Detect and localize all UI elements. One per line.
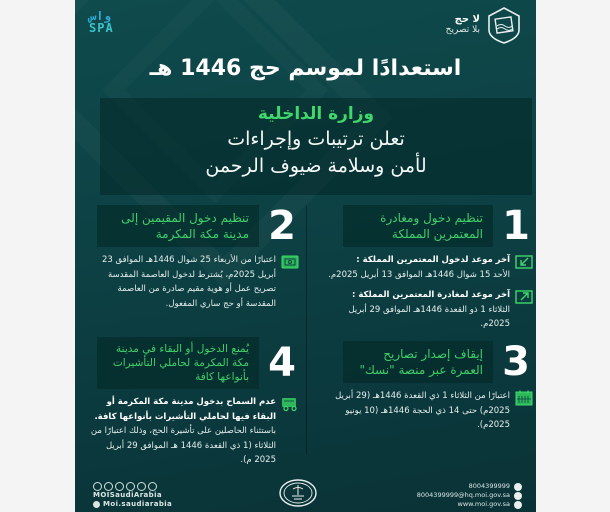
list-item [321, 253, 533, 282]
twitter-icon[interactable] [126, 482, 135, 491]
youtube-icon[interactable] [137, 482, 146, 491]
snapchat-icon[interactable] [93, 482, 102, 491]
instagram-icon[interactable] [115, 482, 124, 491]
item-heading: آخر موعد لدخول المعتمرين المملكة : [356, 255, 510, 265]
telegram-icon[interactable] [148, 482, 157, 491]
campaign-line2: بلا تصريح [445, 25, 480, 35]
section-number: 3 [502, 339, 530, 385]
campaign-logo [446, 6, 522, 44]
list-item [321, 288, 533, 332]
phone-icon [514, 483, 522, 491]
calendar-icon [515, 390, 533, 406]
campaign-line1: لا حج [454, 14, 480, 25]
item-heading: آخر موعد لمغادرة المعتمرين المملكة : [352, 290, 510, 300]
section-title: تنظيم دخول ومغادرة المعتمرين المملكة [343, 205, 493, 247]
website-link[interactable]: www.moi.gov.sa [457, 500, 510, 508]
email-icon [514, 492, 522, 500]
bus-icon [281, 396, 299, 412]
section-number: 1 [502, 203, 530, 249]
snapchat-ghost-icon [93, 501, 100, 508]
section-2 [85, 205, 299, 311]
item-text: اعتبارًا من الثلاثاء 1 ذي القعدة 1446هـ (29 أبريل 2025م) حتى 14 ذي الحجة 1446هـ (10 يونيو 2025م). [335, 391, 510, 430]
column-divider [306, 206, 307, 454]
globe-icon [514, 501, 522, 509]
email-address[interactable]: 8004399999@hq.moi.gov.sa [416, 491, 510, 499]
section-3 [321, 341, 533, 433]
list-item [85, 253, 299, 311]
item-text: الثلاثاء 1 ذو القعدة 1446هـ الموافق 29 أبريل 2025م. [348, 304, 510, 329]
infographic-poster [75, 0, 536, 512]
list-item [321, 389, 533, 433]
entry-arrow-icon [515, 254, 533, 270]
list-item [85, 395, 299, 468]
social-links [93, 482, 172, 509]
item-text: اعتبارًا من الأربعاء 25 شوال 1446هـ الموافق 23 أبريل 2025م، يُشترط لدخول العاصمة المقدسة تصريح عمل أو هوية مقيم صادرة من العاصمة المقدسة أو حج ساري المفعول. [101, 255, 276, 309]
section-title: تنظيم دخول المقيمين إلى مدينة مكة المكرمة [97, 205, 259, 247]
phone-number[interactable]: 8004399999 [468, 482, 510, 490]
item-text: الأحد 15 شوال 1446هـ الموافق 13 أبريل 2025م. [328, 269, 510, 280]
hero-box [100, 98, 532, 195]
id-card-icon [281, 254, 299, 270]
section-1 [321, 205, 533, 332]
section-number: 4 [268, 340, 296, 386]
snapchat-handle[interactable]: Moi.saudiarabia [103, 500, 173, 508]
section-title: إيقاف إصدار تصاريح العمرة عبر منصة "نسك" [343, 341, 493, 383]
spa-logo [89, 10, 129, 36]
shield-kaaba-icon [486, 6, 522, 44]
exit-arrow-icon [515, 289, 533, 305]
item-heading: عدم السماح بدخول مدينة مكة المكرمة أو البقاء فيها لحاملي التأشيرات بأنواعها كافة. [94, 397, 276, 422]
spa-logo-latin: SPA [89, 21, 114, 35]
organization-name: وزارة الداخلية [257, 104, 375, 124]
facebook-icon[interactable] [104, 482, 113, 491]
section-number: 2 [268, 203, 296, 249]
ministry-emblem-icon [278, 478, 318, 508]
social-handle[interactable]: MOISaudiArabia [93, 491, 163, 499]
contact-info [417, 482, 522, 509]
spa-logo-arabic: واس [89, 9, 111, 23]
hero-subtitle-line1: تعلن ترتيبات وإجراءات [227, 128, 405, 150]
item-text: باستثناء الحاصلين على تأشيرة الحج، وذلك اعتبارًا من الثلاثاء (1 ذي القعدة 1446 هـ الموافق 29 أبريل 2025 م). [90, 426, 276, 465]
section-4 [85, 337, 299, 468]
section-title: يُمنع الدخول أو البقاء في مدينة مكة المكرمة لحاملي التأشيرات بأنواعها كافة [97, 337, 259, 389]
hero-subtitle-line2: لأمن وسلامة ضيوف الرحمن [205, 155, 427, 177]
page-title: استعدادًا لموسم حج 1446 هـ [149, 56, 462, 81]
